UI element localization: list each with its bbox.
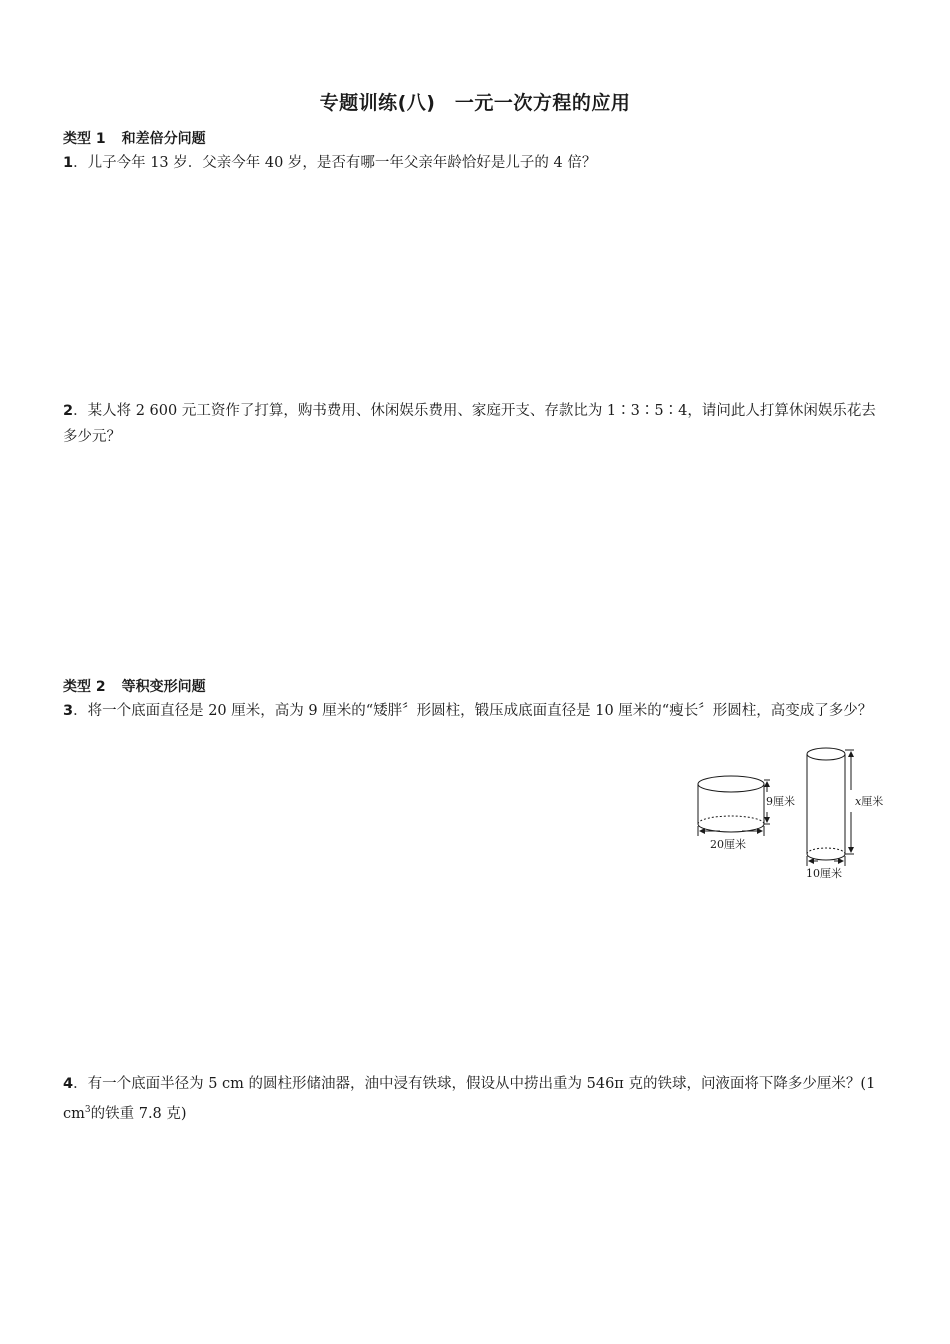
problem-2 (63, 398, 889, 450)
section-type-label: 类型 1 (63, 131, 106, 147)
tall-height-unit: 厘米 (861, 795, 884, 808)
problem-4 (63, 1071, 889, 1127)
tall-height-var: x (855, 795, 862, 808)
section-heading-type2 (63, 676, 206, 696)
problem-1 (63, 150, 889, 176)
problem-text-after: 的铁重 7.8 克) (90, 1105, 187, 1122)
problem-number: 1 (63, 155, 74, 171)
tall-diameter-label: 10厘米 (806, 867, 842, 880)
cylinder-figure (690, 742, 900, 882)
tall-height-label (855, 794, 883, 808)
problem-3 (63, 698, 889, 724)
problem-number: 2 (63, 403, 74, 419)
short-cylinder (698, 776, 770, 836)
problem-text-before: ．有一个底面半径为 5 cm 的圆柱形储油器，油中浸有铁球，假设从中捞出重为 546π 克的铁球，问液面将下降多少厘米？(1 cm (63, 1076, 876, 1122)
section-name: 和差倍分问题 (121, 131, 206, 147)
tall-cylinder (807, 748, 854, 866)
problem-number: 4 (63, 1076, 74, 1092)
cylinder-diagram (690, 742, 900, 882)
section-heading-type1 (63, 128, 206, 148)
page-title: 专题训练(八) 一元一次方程的应用 (319, 92, 631, 114)
problem-number: 3 (63, 703, 74, 719)
problem-text: ．儿子今年 13 岁．父亲今年 40 岁，是否有哪一年父亲年龄恰好是儿子的 4 倍？ (73, 155, 597, 171)
short-diameter-label: 20厘米 (710, 838, 746, 851)
problem-text: ．将一个底面直径是 20 厘米，高为 9 厘米的“矮胖〞形圆柱，锻压成底面直径是 10 厘米的“瘦长〞形圆柱，高变成了多少？ (73, 703, 873, 719)
superscript: 3 (84, 1105, 91, 1115)
problem-text: ．某人将 2 600 元工资作了打算，购书费用、休闲娱乐费用、家庭开支、存款比为 1∶3∶5∶4，请问此人打算休闲娱乐花去多少元？ (63, 403, 876, 445)
section-name: 等积变形问题 (121, 679, 206, 695)
section-type-label: 类型 2 (63, 679, 106, 695)
short-height-label: 9厘米 (766, 795, 795, 808)
